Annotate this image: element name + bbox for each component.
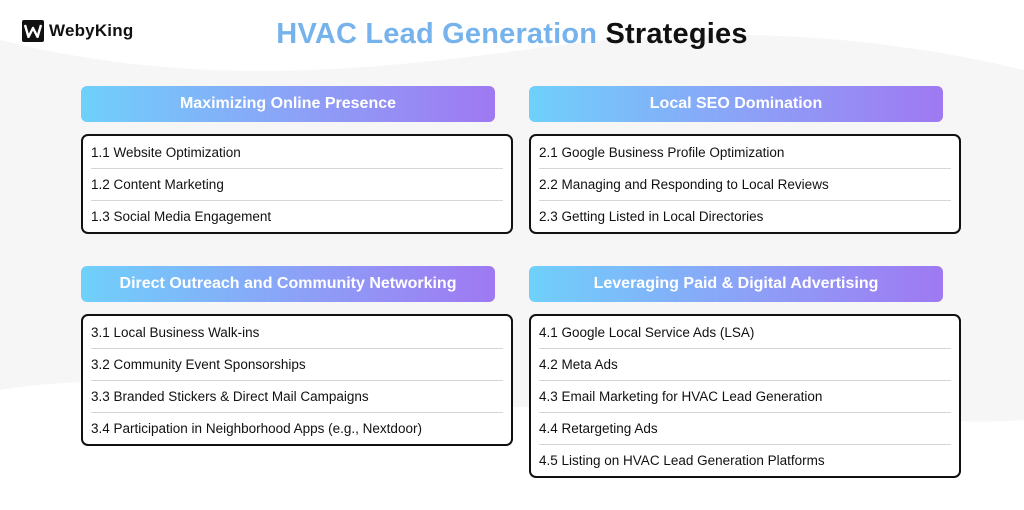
- page-title: [0, 18, 1024, 51]
- list-item: 1.2 Content Marketing: [91, 169, 503, 201]
- list-item: 2.1 Google Business Profile Optimization: [539, 137, 951, 169]
- list-item: 4.4 Retargeting Ads: [539, 413, 951, 445]
- section-list: [81, 134, 513, 234]
- list-item: 3.3 Branded Stickers & Direct Mail Campaigns: [91, 381, 503, 413]
- list-item: 2.2 Managing and Responding to Local Reviews: [539, 169, 951, 201]
- section-list: [529, 314, 961, 478]
- list-item: 3.1 Local Business Walk-ins: [91, 317, 503, 349]
- list-item: 1.1 Website Optimization: [91, 137, 503, 169]
- list-item: 3.4 Participation in Neighborhood Apps (e.g., Nextdoor): [91, 421, 422, 436]
- list-item: 4.5 Listing on HVAC Lead Generation Platforms: [539, 453, 825, 468]
- section-heading: Local SEO Domination: [529, 86, 943, 122]
- section-heading: Leveraging Paid & Digital Advertising: [529, 266, 943, 302]
- list-item: 4.3 Email Marketing for HVAC Lead Generation: [539, 381, 951, 413]
- section-heading: Direct Outreach and Community Networking: [81, 266, 495, 302]
- list-item: 4.1 Google Local Service Ads (LSA): [539, 317, 951, 349]
- section-heading: Maximizing Online Presence: [81, 86, 495, 122]
- brand-name: WebyKing: [49, 21, 134, 40]
- list-item: 1.3 Social Media Engagement: [91, 209, 272, 224]
- title-highlight: HVAC Lead Generation: [276, 18, 598, 50]
- list-item: 3.2 Community Event Sponsorships: [91, 349, 503, 381]
- list-item: 2.3 Getting Listed in Local Directories: [539, 209, 764, 224]
- title-rest: Strategies: [605, 18, 748, 50]
- section-list: [81, 314, 513, 446]
- section-list: [529, 134, 961, 234]
- list-item: 4.2 Meta Ads: [539, 349, 951, 381]
